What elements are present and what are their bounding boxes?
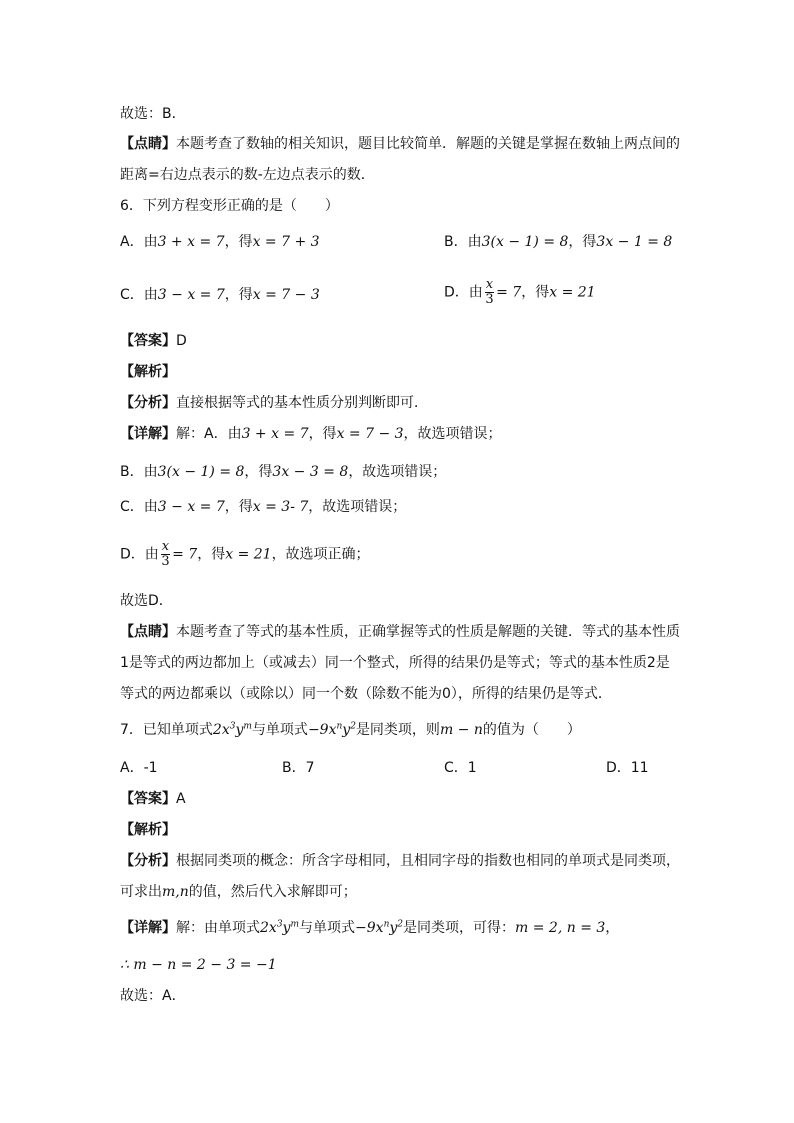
text: ，故选项正确； <box>271 546 370 563</box>
q6-conclusion: 故选D． <box>120 593 173 609</box>
term: 2x <box>260 920 277 936</box>
text: 与单项式 <box>251 722 308 738</box>
q6-note-line3: 等式的两边都乘以（或除以）同一个数（除数不能为0），所得的结果仍是等式． <box>120 686 612 702</box>
option-label: B．由 <box>444 234 482 250</box>
text: 可求出 <box>120 884 162 900</box>
equation: x = 3- 7 <box>252 499 309 515</box>
equation: 3x − 3 = 8 <box>272 464 349 480</box>
equation: 3 − x = 7 <box>157 287 225 303</box>
text: 与单项式 <box>299 920 356 936</box>
equation: x = 7 − 3 <box>252 287 320 303</box>
expression: m − n <box>439 722 483 738</box>
answer-tag: 【答案】 <box>120 791 176 807</box>
numerator: x <box>161 539 170 554</box>
equation: 3(x − 1) = 8 <box>481 234 569 250</box>
q7-fenxi-line2 <box>120 882 357 902</box>
term: −9x <box>307 722 337 738</box>
option-label: D．由 <box>444 284 483 301</box>
text: ，得 <box>197 546 226 563</box>
answer-value: A <box>176 791 186 807</box>
q6-option-b <box>444 232 672 252</box>
exponent: n <box>336 721 343 732</box>
exponent: 2 <box>397 919 404 930</box>
text: ，得 <box>224 499 253 515</box>
equation: 3 + x = 7 <box>157 234 225 250</box>
exponent: 3 <box>276 919 283 930</box>
q6-answer <box>120 331 187 351</box>
q7-analysis-tag: 【解析】 <box>120 822 176 838</box>
numerator: x <box>485 277 494 292</box>
denominator: 3 <box>485 292 494 307</box>
text: ，得 <box>244 464 273 480</box>
q6-stem: 6．下列方程变形正确的是（ ） <box>120 198 339 214</box>
q6-detail-c <box>120 497 406 517</box>
exponent: m <box>290 919 300 930</box>
note-tag: 【点睛】 <box>120 136 176 152</box>
term: −9x <box>355 920 384 936</box>
text: 的值为（ ） <box>482 722 581 738</box>
fenxi-text: 直接根据等式的基本性质分别判断即可． <box>176 395 428 411</box>
denominator: 3 <box>161 554 170 569</box>
equation: 3x − 1 = 8 <box>596 234 673 250</box>
text: ，得 <box>308 426 337 442</box>
q6-fenxi <box>120 393 428 413</box>
equation: 3 − x = 7 <box>157 499 225 515</box>
term: y <box>235 722 244 738</box>
text: 解：A．由 <box>176 426 242 442</box>
q5-note-line2: 距离=右边点表示的数-左边点表示的数． <box>120 167 375 183</box>
equation: x = 21 <box>549 284 596 301</box>
text: ，故选项错误； <box>308 499 407 515</box>
option-label: A．由 <box>120 234 158 250</box>
variables: m,n <box>162 884 189 900</box>
equation: 3 + x = 7 <box>241 426 309 442</box>
term: y <box>342 722 351 738</box>
q6-note-line2: 1是等式的两边都加上（或减去）同一个整式，所得的结果仍是等式；等式的基本性质2是 <box>120 655 670 671</box>
option-label: C．由 <box>120 287 158 303</box>
fenxi-tag: 【分析】 <box>120 853 176 869</box>
q7-detail <box>120 918 619 938</box>
equation: 3(x − 1) = 8 <box>157 464 245 480</box>
q7-option-b: B．7 <box>282 760 315 776</box>
monomial-2 <box>355 920 403 936</box>
q7-option-c: C．1 <box>444 760 477 776</box>
equation: x = 7 + 3 <box>252 234 320 250</box>
text: ， <box>605 920 620 936</box>
text: ，得 <box>224 234 253 250</box>
text: 是同类项，则 <box>355 722 440 738</box>
exponent: n <box>383 919 390 930</box>
q5-note-line1 <box>120 134 680 154</box>
q6-option-c <box>120 285 320 305</box>
monomial-1 <box>260 920 299 936</box>
term: 2x <box>212 722 230 738</box>
term: y <box>389 920 398 936</box>
text: ，故选项错误； <box>348 464 447 480</box>
q7-fenxi-line1 <box>120 851 680 871</box>
q7-therefore: ∴ m − n = 2 − 3 = −1 <box>120 957 277 973</box>
monomial-2 <box>308 722 356 738</box>
q6-detail-a <box>120 424 502 444</box>
exponent: m <box>243 721 252 732</box>
text: 的值，然后代入求解即可； <box>188 884 357 900</box>
q6-detail-d <box>120 540 370 569</box>
text: ，得 <box>521 284 550 301</box>
text: D．由 <box>120 546 159 563</box>
exponent: 3 <box>229 721 236 732</box>
note-text: 本题考查了数轴的相关知识，题目比较简单．解题的关键是掌握在数轴上两点间的 <box>176 136 680 152</box>
text: ，故选项错误； <box>403 426 502 442</box>
exponent: 2 <box>350 721 356 732</box>
q7-stem <box>120 720 581 740</box>
q6-option-a <box>120 232 320 252</box>
monomial-1 <box>213 722 252 738</box>
q7-conclusion: 故选：A． <box>120 988 186 1004</box>
text: ，得 <box>224 287 253 303</box>
fenxi-text: 根据同类项的概念：所含字母相同，且相同字母的指数也相同的单项式是同类项， <box>176 853 680 869</box>
q7-option-a: A．-1 <box>120 760 158 776</box>
text: ，得 <box>568 234 597 250</box>
term: y <box>282 920 291 936</box>
q6-analysis-tag: 【解析】 <box>120 364 176 380</box>
fenxi-tag: 【分析】 <box>120 395 176 411</box>
note-tag: 【点睛】 <box>120 624 176 640</box>
q7-answer <box>120 789 186 809</box>
text: 是同类项，可得： <box>403 920 516 936</box>
q7-option-d: D．11 <box>606 760 649 776</box>
q5-conclusion: 故选：B． <box>120 106 186 122</box>
text: B．由 <box>120 464 158 480</box>
q6-note-line1 <box>120 622 680 642</box>
fraction <box>485 278 494 307</box>
fraction <box>161 540 170 569</box>
detail-tag: 【详解】 <box>120 920 176 936</box>
text: 解：由单项式 <box>176 920 260 936</box>
answer-tag: 【答案】 <box>120 333 176 349</box>
text: C．由 <box>120 499 158 515</box>
result: m = 2, n = 3 <box>515 920 606 936</box>
equation: x = 7 − 3 <box>336 426 404 442</box>
equation: = 7 <box>172 546 198 563</box>
note-text: 本题考查了等式的基本性质，正确掌握等式的性质是解题的关键．等式的基本性质 <box>176 624 680 640</box>
equation: x = 21 <box>225 546 272 563</box>
answer-value: D <box>176 333 187 349</box>
text: 7．已知单项式 <box>120 722 213 738</box>
q6-option-d <box>444 278 596 307</box>
q6-detail-b <box>120 462 446 482</box>
equation: = 7 <box>496 284 522 301</box>
detail-tag: 【详解】 <box>120 426 176 442</box>
